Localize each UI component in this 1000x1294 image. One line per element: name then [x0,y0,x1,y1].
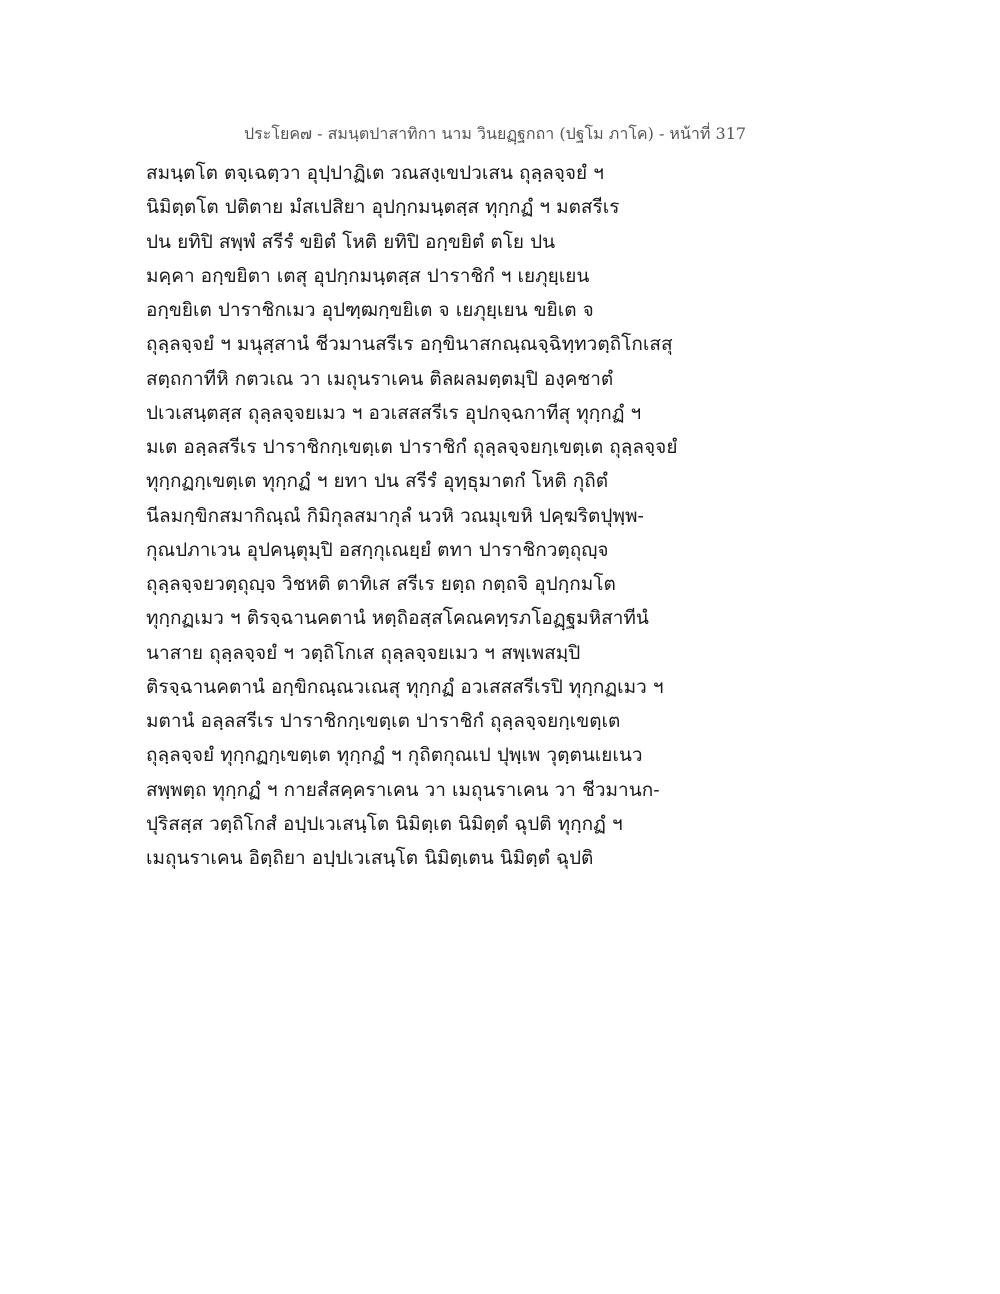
text-line: มเต อลฺลสรีเร ปาราชิกกฺเขตฺเต ปาราชิกํ ถุลฺลจฺจยกฺเขตฺเต ถุลฺลจฺจยํ [146,436,678,458]
text-line: สตฺถกาทีหิ กตวเณ วา เมถุนราเคน ติลผลมตฺตมฺปิ องฺคชาตํ [146,367,614,390]
text-line: มคฺคา อกฺขยิตา เตสุ อุปกฺกมนฺตสฺส ปาราชิกํ ฯ เยภุยฺเยน [146,264,590,287]
text-line: อกฺขยิเต ปาราชิกเมว อุปฑฺฒกฺขยิเต จ เยภุยฺเยน ขยิเต จ [146,299,594,321]
text-line: เมถุนราเคน อิตฺถิยา อปฺปเวเสนฺโต นิมิตฺเตน นิมิตฺตํ ฉุปติ [146,847,594,869]
text-line: มตานํ อลฺลสรีเร ปาราชิกกฺเขตฺเต ปาราชิกํ ถุลฺลจฺจยกฺเขตฺเต [146,710,621,732]
text-line: ติรจฺฉานคตานํ อกฺขิกณฺณวเณสุ ทุกฺกฏํ อวเสสสรีเรปิ ทุกฺกฏเมว ฯ [146,675,664,698]
body-text [146,156,726,875]
text-line: ถุลฺลจฺจยํ ฯ มนุสฺสานํ ชีวมานสรีเร อกฺขินาสกณฺณจฺฉิทฺทวตฺถิโกเสสุ [146,333,673,356]
text-line: สพฺพตฺถ ทุกฺกฏํ ฯ กายสํสคฺคราเคน วา เมถุนราเคน วา ชีวมานก- [146,778,660,801]
text-line: ถุลฺลจฺจยวตฺถุญฺจ วิชหติ ตาทิเส สรีเร ยตฺถ กตฺถจิ อุปกฺกมโต [146,573,616,595]
text-line: ปน ยทิปิ สพฺพํ สรีรํ ขยิตํ โหติ ยทิปิ อกฺขยิตํ ตโย ปน [146,230,556,253]
text-line: ทุกฺกฏเมว ฯ ติรจฺฉานคตานํ หตฺถิอสฺสโคณคทฺรภโอฏฺฐมหิสาทีนํ [146,607,649,630]
text-line: ถุลฺลจฺจยํ ทุกฺกฏกฺเขตฺเต ทุกฺกฏํ ฯ กุถิตกุณเป ปุพฺเพ วุตฺตนเยเนว [146,744,643,767]
text-line: นีลมกฺขิกสมากิณฺณํ กิมิกุลสมากุลํ นวหิ วณมุเขหิ ปคฺฆริตปุพฺพ- [146,504,644,527]
text-line: ทุกฺกฏกฺเขตฺเต ทุกฺกฏํ ฯ ยทา ปน สรีรํ อุทฺธุมาตกํ โหติ กุถิตํ [146,470,609,493]
text-line: สมนฺตโต ตจฺเฉตฺวา อุปฺปาฏิเต วณสงฺเขปวเสน ถุลฺลจฺจยํ ฯ [146,162,604,184]
running-header: ประโยค๗ - สมนฺตปาสาทิกา นาม วินยฏฺฐกถา (ปฐโม ภาโค) - หน้าที่ 317 [244,124,747,143]
text-line: ปเวเสนฺตสฺส ถุลฺลจฺจยเมว ฯ อวเสสสรีเร อุปกจฺฉกาทีสุ ทุกฺกฏํ ฯ [146,401,642,424]
text-line: กุณปภาเวน อุปคนฺตุมฺปิ อสกฺกุเณยฺยํ ตทา ปาราชิกวตฺถุญฺจ [146,538,609,561]
text-line: นิมิตฺตโต ปติตาย มํสเปสิยา อุปกฺกมนฺตสฺส ทุกฺกฏํ ฯ มตสรีเร [146,196,620,219]
text-line: นาสาย ถุลฺลจฺจยํ ฯ วตฺถิโกเส ถุลฺลจฺจยเมว ฯ สพฺเพสมฺปิ [146,641,581,664]
text-line: ปุริสสฺส วตฺถิโกสํ อปฺปเวเสนฺโต นิมิตฺเต นิมิตฺตํ ฉุปติ ทุกฺกฏํ ฯ [146,812,623,835]
